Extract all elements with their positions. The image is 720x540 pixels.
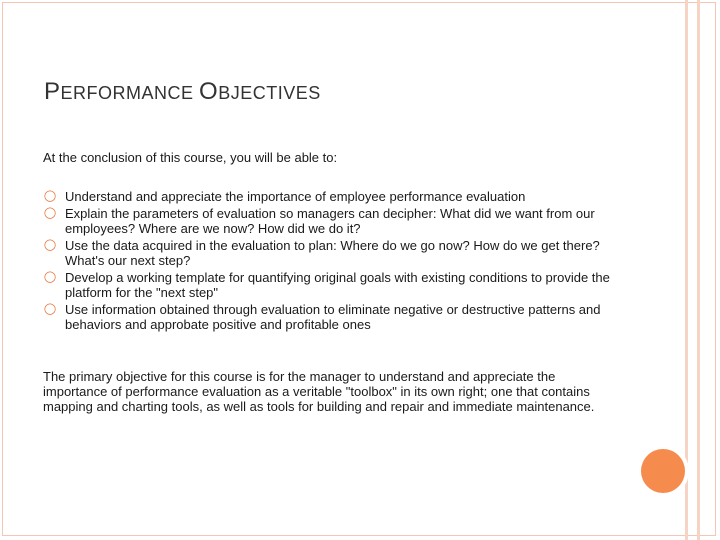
- circle-outline-icon: ◯: [43, 207, 57, 219]
- decorative-orange-dot: [641, 449, 685, 493]
- intro-text: At the conclusion of this course, you will be able to:: [43, 150, 338, 165]
- circle-outline-icon: ◯: [43, 190, 57, 202]
- title-word-objectives: BJECTIVES: [218, 83, 321, 103]
- circle-outline-icon: ◯: [43, 239, 57, 251]
- list-item-text: Understand and appreciate the importance of employee performance evaluation: [65, 189, 526, 204]
- slide-title: [44, 78, 321, 106]
- list-item: [43, 189, 633, 204]
- list-item-text: Use information obtained through evaluation to eliminate negative or destructive patterns and behaviors and approbate positive and profitable ones: [65, 302, 601, 332]
- list-item: [43, 270, 633, 300]
- list-item-text: Explain the parameters of evaluation so managers can decipher: What did we want from our employees? Where are we now? How did we do it?: [65, 206, 595, 236]
- list-item-text: Use the data acquired in the evaluation to plan: Where do we go now? How do we get there? What's our next step?: [65, 238, 600, 268]
- list-item: [43, 238, 633, 268]
- decorative-rail-right: [697, 0, 700, 540]
- circle-outline-icon: ◯: [43, 303, 57, 315]
- summary-paragraph: The primary objective for this course is for the manager to understand and appreciate the importance of performance evaluation as a veritable "toolbox" in its own right; one that contains mapping and charting tools, as well as tools for building and repair and immediate maintenance.: [43, 369, 595, 414]
- title-initial-p: P: [44, 78, 61, 105]
- list-item-text: Develop a working template for quantifying original goals with existing conditions to provide the platform for the "next step": [65, 270, 610, 300]
- title-word-performance: ERFORMANCE: [60, 83, 200, 103]
- objectives-list: [43, 189, 633, 334]
- circle-outline-icon: ◯: [43, 271, 57, 283]
- list-item: [43, 302, 633, 332]
- title-initial-o: O: [199, 78, 219, 105]
- list-item: [43, 206, 633, 236]
